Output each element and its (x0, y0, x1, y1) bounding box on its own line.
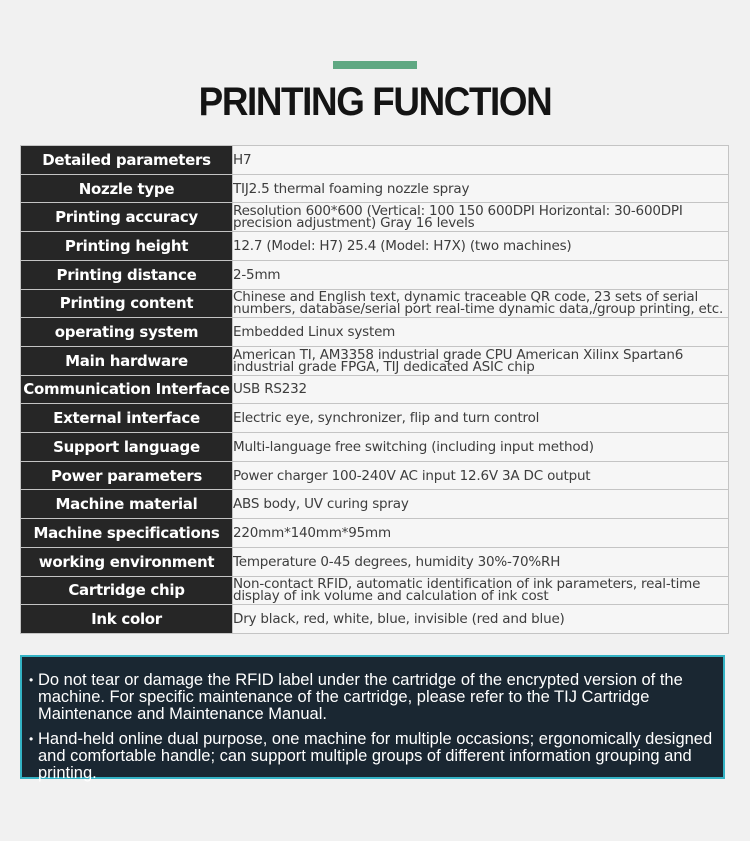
table-row (21, 433, 729, 462)
param-value: Dry black, red, white, blue, invisible (red and blue) (233, 605, 729, 634)
table-row (21, 289, 729, 318)
param-value: Chinese and English text, dynamic traceable QR code, 23 sets of serial numbers, database/serial port real-time dynamic data,/group printing, etc. (233, 289, 729, 318)
table-row (21, 490, 729, 519)
table-row (21, 146, 729, 175)
table-row (21, 260, 729, 289)
param-value: Non-contact RFID, automatic identification of ink parameters, real-time display of ink volume and calculation of ink cost (233, 576, 729, 605)
param-value: ABS body, UV curing spray (233, 490, 729, 519)
notes-box (20, 655, 725, 782)
table-row (21, 605, 729, 634)
title-accent-bar (333, 61, 417, 69)
param-key: Machine material (21, 490, 233, 519)
bullet-dot-icon: • (29, 732, 34, 746)
param-value: Embedded Linux system (233, 318, 729, 347)
param-key: operating system (21, 318, 233, 347)
param-value: Electric eye, synchronizer, flip and turn control (233, 404, 729, 433)
param-key: working environment (21, 547, 233, 576)
param-key: Ink color (21, 605, 233, 634)
table-row (21, 519, 729, 548)
param-value: Power charger 100-240V AC input 12.6V 3A DC output (233, 461, 729, 490)
param-key: Detailed parameters (21, 146, 233, 175)
bullet-dot-icon: • (29, 673, 34, 687)
note-item (29, 672, 723, 723)
param-value: American TI, AM3358 industrial grade CPU American Xilinx Spartan6 industrial grade FPGA, TIJ dedicated ASIC chip (233, 346, 729, 375)
parameters-table (20, 145, 729, 634)
param-key: Support language (21, 433, 233, 462)
param-value: USB RS232 (233, 375, 729, 404)
table-row (21, 318, 729, 347)
page-title: PRINTING FUNCTION (198, 80, 552, 124)
param-value: Temperature 0-45 degrees, humidity 30%-70%RH (233, 547, 729, 576)
table-row (21, 203, 729, 232)
param-key: Main hardware (21, 346, 233, 375)
param-key: Printing content (21, 289, 233, 318)
param-value: Resolution 600*600 (Vertical: 100 150 600DPI Horizontal: 30-600DPI precision adjustment) Gray 16 levels (233, 203, 729, 232)
param-key: Power parameters (21, 461, 233, 490)
table-row (21, 404, 729, 433)
param-key: Nozzle type (21, 174, 233, 203)
param-key: Printing distance (21, 260, 233, 289)
param-value: 2-5mm (233, 260, 729, 289)
param-key: Communication Interface (21, 375, 233, 404)
param-key: Cartridge chip (21, 576, 233, 605)
note-item (29, 731, 723, 782)
table-row (21, 346, 729, 375)
param-value: Multi-language free switching (including input method) (233, 433, 729, 462)
table-row (21, 461, 729, 490)
table-row (21, 375, 729, 404)
note-text: Do not tear or damage the RFID label under the cartridge of the encrypted version of the machine. For specific maintenance of the cartridge, please refer to the TIJ Cartridge Maintenance and Maintenance Manual. (38, 671, 683, 723)
note-text: Hand-held online dual purpose, one machine for multiple occasions; ergonomically designed and comfortable handle; can support multiple groups of different information grouping and printing. (38, 730, 713, 782)
table-row (21, 576, 729, 605)
param-value: 220mm*140mm*95mm (233, 519, 729, 548)
table-row (21, 547, 729, 576)
param-key: Printing height (21, 232, 233, 261)
param-value: TIJ2.5 thermal foaming nozzle spray (233, 174, 729, 203)
param-value: H7 (233, 146, 729, 175)
param-value: 12.7 (Model: H7) 25.4 (Model: H7X) (two machines) (233, 232, 729, 261)
param-key: Machine specifications (21, 519, 233, 548)
param-key: External interface (21, 404, 233, 433)
table-row (21, 232, 729, 261)
param-key: Printing accuracy (21, 203, 233, 232)
table-row (21, 174, 729, 203)
